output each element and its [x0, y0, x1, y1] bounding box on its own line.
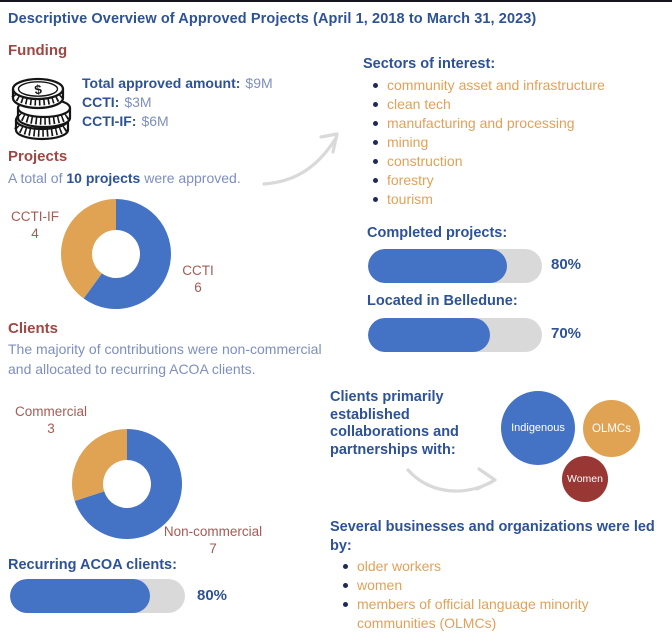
led-by-label: women	[357, 577, 403, 593]
list-item	[338, 576, 630, 595]
bullet-icon	[373, 121, 378, 126]
completed-projects-percent: 80%	[551, 256, 582, 273]
recurring-clients-percent: 80%	[197, 587, 228, 604]
sector-label: tourism	[387, 191, 433, 207]
funding-line-ccti-if	[82, 112, 273, 131]
belledune-heading: Located in Belledune:	[367, 293, 518, 309]
bubble-olmcs	[583, 400, 640, 457]
projects-heading: Projects	[8, 148, 68, 165]
funding-line-total	[82, 74, 273, 93]
sectors-list	[368, 76, 668, 209]
bullet-icon	[373, 83, 378, 88]
bubble-label: OLMCs	[592, 422, 631, 435]
sector-label: mining	[387, 134, 429, 150]
sector-label: construction	[387, 153, 463, 169]
funding-value: $6M	[141, 113, 169, 129]
projects-donut-chart	[60, 198, 172, 310]
donut-label-non-commercial	[148, 523, 278, 557]
completed-projects-heading: Completed projects:	[367, 225, 508, 241]
curved-arrow-icon	[258, 120, 350, 194]
list-item	[368, 190, 668, 209]
svg-text:$: $	[33, 81, 43, 98]
bar-fill	[368, 318, 490, 352]
bullet-icon	[343, 564, 348, 569]
partnerships-heading: Clients primarily established collaborations and partnerships with:	[330, 389, 459, 458]
funding-label: CCTI:	[82, 94, 120, 110]
funding-value: $9M	[245, 75, 273, 91]
list-item	[368, 95, 668, 114]
bubble-indigenous	[501, 391, 575, 465]
donut-segment-Commercial	[72, 429, 127, 501]
funding-details	[82, 74, 273, 131]
led-by-label: older workers	[357, 558, 442, 574]
list-item	[368, 76, 668, 95]
donut-label-name: CCTI	[182, 263, 214, 278]
funding-line-ccti	[82, 93, 273, 112]
funding-label: Total approved amount:	[82, 75, 241, 91]
donut-label-value: 7	[209, 541, 217, 556]
coins-icon	[8, 68, 74, 142]
bullet-icon	[373, 197, 378, 202]
bullet-icon	[373, 159, 378, 164]
donut-label-name: Commercial	[14, 404, 87, 419]
bubble-women	[562, 456, 608, 502]
donut-label-value: 4	[31, 226, 39, 241]
list-item	[368, 114, 668, 133]
summary-text: A total of	[8, 170, 67, 186]
belledune-bar	[368, 318, 542, 352]
led-by-heading: Several businesses and organizations were led by:	[330, 519, 655, 554]
sector-label: forestry	[387, 172, 434, 188]
bullet-icon	[343, 583, 348, 588]
bubble-label: Women	[567, 473, 603, 485]
list-item	[368, 171, 668, 190]
curved-arrow-icon	[398, 458, 506, 506]
bar-fill	[368, 249, 507, 283]
donut-label-name: CCTI-IF	[11, 209, 59, 224]
led-by-label: members of official language minority communities (OLMCs)	[357, 596, 589, 631]
donut-label-ccti-if	[6, 208, 64, 242]
sectors-heading: Sectors of interest:	[363, 56, 496, 72]
donut-label-value: 6	[194, 280, 202, 295]
bullet-icon	[373, 140, 378, 145]
donut-label-name: Non-commercial	[163, 524, 263, 539]
recurring-clients-heading: Recurring ACOA clients:	[8, 557, 177, 573]
bullet-icon	[373, 102, 378, 107]
sector-label: manufacturing and processing	[387, 115, 575, 131]
list-item	[338, 557, 630, 576]
completed-projects-bar	[368, 249, 542, 283]
sector-label: clean tech	[387, 96, 451, 112]
donut-label-value: 3	[47, 421, 55, 436]
led-by-list	[338, 557, 630, 633]
bar-fill	[10, 579, 150, 613]
list-item	[368, 152, 668, 171]
belledune-percent: 70%	[551, 325, 582, 342]
page-title: Descriptive Overview of Approved Projects (April 1, 2018 to March 31, 2023)	[8, 11, 537, 27]
clients-heading: Clients	[8, 320, 59, 337]
list-item	[368, 133, 668, 152]
funding-label: CCTI-IF:	[82, 113, 137, 129]
funding-value: $3M	[124, 94, 152, 110]
summary-text: were approved.	[140, 170, 241, 186]
sector-label: community asset and infrastructure	[387, 77, 605, 93]
donut-label-ccti	[172, 262, 224, 296]
summary-bold: 10 projects	[66, 170, 141, 186]
bullet-icon	[373, 178, 378, 183]
list-item	[338, 595, 630, 633]
bubble-label: Indigenous	[511, 422, 565, 434]
recurring-clients-bar	[10, 579, 185, 613]
bullet-icon	[343, 602, 348, 607]
funding-heading: Funding	[8, 42, 68, 59]
clients-paragraph: The majority of contributions were non-commercial and allocated to recurring ACOA clients.	[8, 341, 322, 377]
